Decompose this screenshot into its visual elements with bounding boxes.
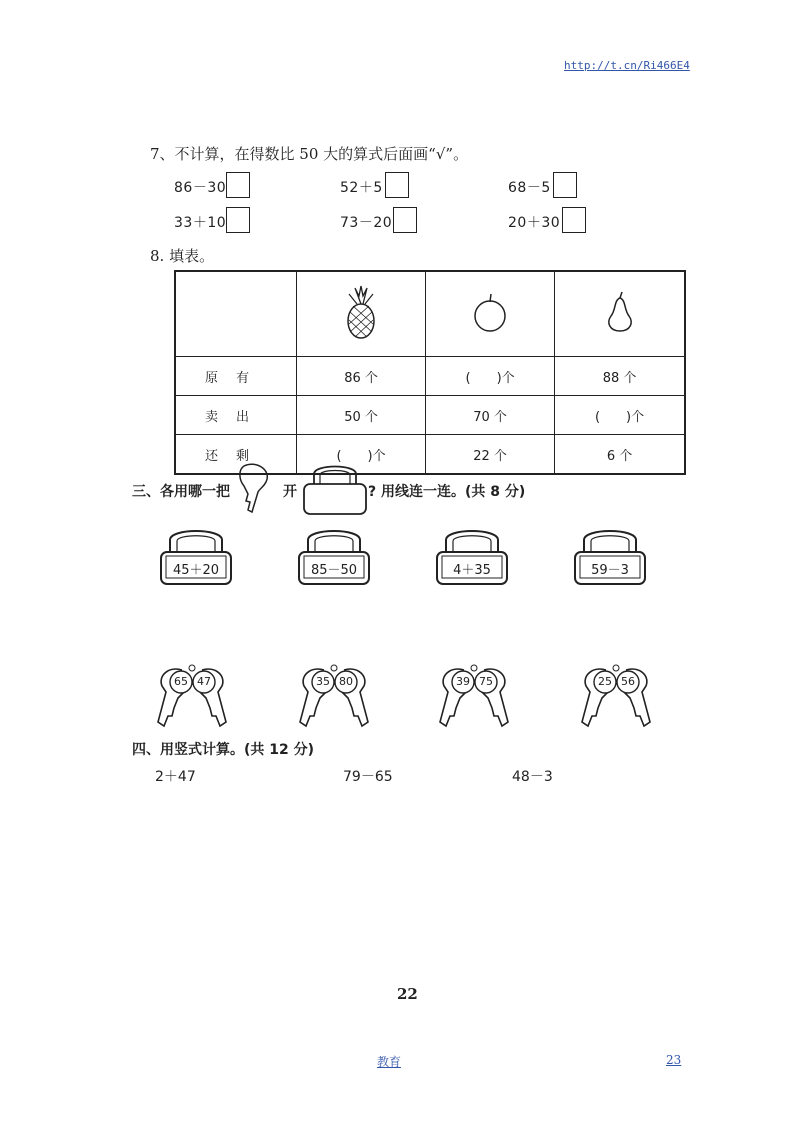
- fruit-table: [174, 270, 686, 475]
- key-number: 65: [174, 675, 188, 688]
- key-number: 25: [598, 675, 612, 688]
- table-header-row: [175, 271, 685, 357]
- expr-5: 73－20: [340, 215, 393, 231]
- section-3-title-b: 开: [283, 484, 297, 500]
- lock-label: 59－3: [591, 563, 629, 578]
- lock-1[interactable]: [160, 526, 232, 586]
- table-cell: 70 个: [426, 396, 555, 435]
- section-4-title: 四、用竖式计算。(共 12 分): [132, 742, 315, 758]
- lock-label: 4＋35: [453, 563, 491, 578]
- expr-3: 68－5: [508, 180, 551, 196]
- key-pair-icon: [576, 662, 656, 730]
- table-cell: 22 个: [426, 435, 555, 475]
- key-pair-icon: [434, 662, 514, 730]
- key-pair-icon: [294, 662, 374, 730]
- pineapple-icon: [339, 284, 383, 340]
- section-3-title-a: 三、各用哪一把: [132, 484, 230, 500]
- header-url-link[interactable]: http://t.cn/Ri466E4: [564, 59, 690, 72]
- table-cell[interactable]: ( )个: [555, 396, 685, 435]
- pear-cell: [555, 271, 685, 357]
- answer-box-2[interactable]: [385, 172, 409, 198]
- key-number: 56: [621, 675, 635, 688]
- answer-box-6[interactable]: [562, 207, 586, 233]
- table-cell: 6 个: [555, 435, 685, 475]
- page-number: 22: [397, 985, 418, 1003]
- apple-cell: [426, 271, 555, 357]
- pear-icon: [602, 290, 638, 334]
- calc-1: 2＋47: [155, 769, 196, 785]
- expr-6: 20＋30: [508, 215, 561, 231]
- key-number: 35: [316, 675, 330, 688]
- key-icon: [236, 462, 276, 518]
- lock-label: 85－50: [310, 563, 358, 578]
- lock-4[interactable]: [574, 526, 646, 586]
- expr-4: 33＋10: [174, 215, 227, 231]
- answer-box-1[interactable]: [226, 172, 250, 198]
- table-cell: 50 个: [297, 396, 426, 435]
- key-number: 47: [197, 675, 211, 688]
- key-number: 39: [456, 675, 470, 688]
- table-cell[interactable]: ( )个: [297, 435, 426, 475]
- key-pair-icon: [152, 662, 232, 730]
- table-cell: 88 个: [555, 357, 685, 396]
- section-3-title-c: ? 用线连一连。(共 8 分): [368, 484, 526, 500]
- key-pair-2[interactable]: [294, 662, 374, 730]
- answer-box-3[interactable]: [553, 172, 577, 198]
- footer-left-link[interactable]: 教育: [377, 1055, 402, 1069]
- apple-icon: [470, 290, 510, 334]
- table-row: [175, 357, 685, 396]
- lock-3[interactable]: [436, 526, 508, 586]
- table-cell[interactable]: ( )个: [426, 357, 555, 396]
- table-row: [175, 396, 685, 435]
- question-8-title: 8. 填表。: [150, 247, 215, 265]
- calc-2: 79－65: [343, 769, 393, 785]
- expr-1: 86－30: [174, 180, 227, 196]
- table-cell: 86 个: [297, 357, 426, 396]
- answer-box-5[interactable]: [393, 207, 417, 233]
- row-label-original: 原有: [175, 357, 297, 396]
- lock-icon: [302, 460, 368, 516]
- key-pair-4[interactable]: [576, 662, 656, 730]
- lock-label: 45＋20: [172, 563, 220, 578]
- answer-box-4[interactable]: [226, 207, 250, 233]
- lock-2[interactable]: [298, 526, 370, 586]
- row-label-remaining: 还剩: [175, 435, 297, 475]
- calc-3: 48－3: [512, 769, 553, 785]
- expr-2: 52＋5: [340, 180, 383, 196]
- question-7-title: 7、不计算，在得数比 50 大的算式后面画“√”。: [150, 145, 469, 163]
- pineapple-cell: [297, 271, 426, 357]
- key-number: 80: [339, 675, 353, 688]
- footer-right-link[interactable]: 23: [666, 1053, 682, 1067]
- key-number: 75: [479, 675, 493, 688]
- table-corner-cell: [175, 271, 297, 357]
- row-label-sold: 卖出: [175, 396, 297, 435]
- key-pair-1[interactable]: [152, 662, 232, 730]
- key-pair-3[interactable]: [434, 662, 514, 730]
